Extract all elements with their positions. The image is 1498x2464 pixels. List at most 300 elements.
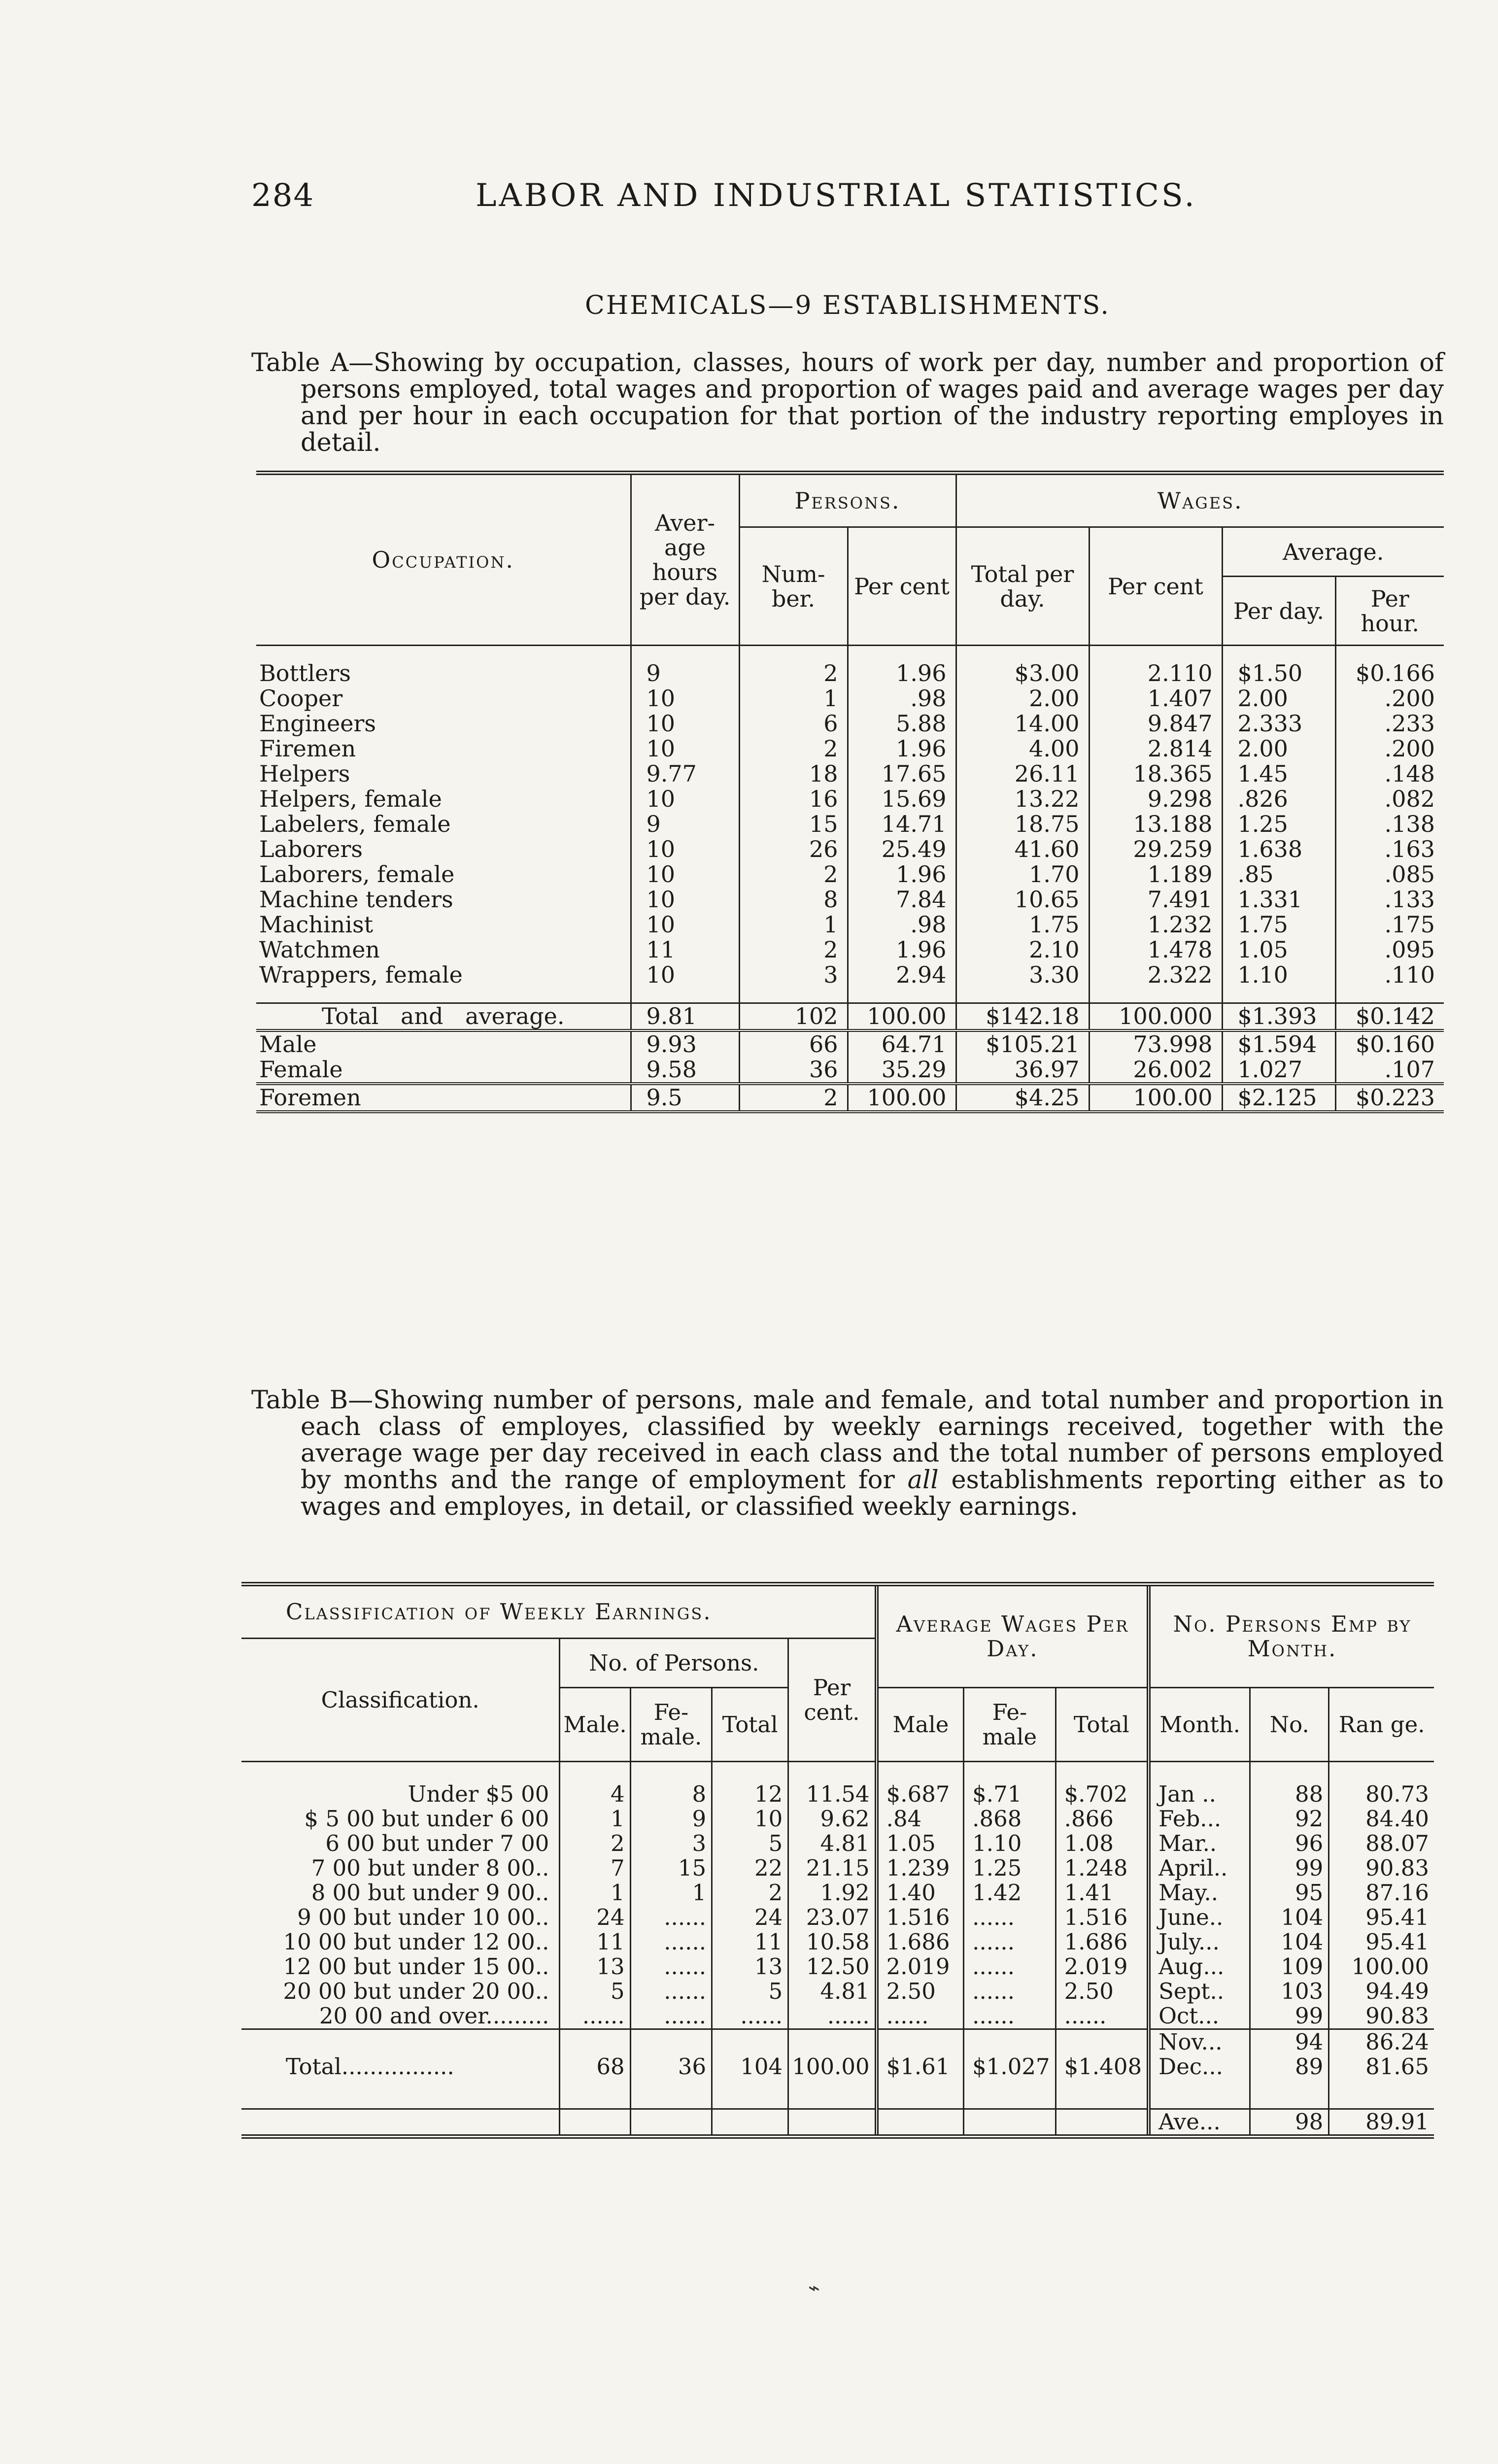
male-cell: 68 xyxy=(560,2054,630,2079)
per-hour-cell: .148 xyxy=(1335,761,1444,787)
per-day-cell: $1.594 xyxy=(1222,1030,1335,1057)
classification-cell: 6 00 but under 7 00 xyxy=(325,1830,549,1856)
range-cell: 95.41 xyxy=(1329,1930,1434,1954)
table-row xyxy=(241,1782,1434,1807)
total-cell: 10.65 xyxy=(956,887,1089,912)
per-hour-cell: .138 xyxy=(1335,812,1444,837)
percent-cell: 25.49 xyxy=(848,837,956,862)
percent-cell: 1.96 xyxy=(848,736,956,761)
wage-percent-cell: 7.491 xyxy=(1089,887,1222,912)
per-hour-cell: .175 xyxy=(1335,912,1444,937)
table-b xyxy=(241,1582,1434,2139)
per-day-cell: 1.05 xyxy=(1222,937,1335,962)
hours-cell: 9 xyxy=(631,812,739,837)
classification-cell xyxy=(241,2029,560,2055)
per-hour-cell: .107 xyxy=(1335,1057,1444,1084)
percent-cell: 1.96 xyxy=(848,661,956,686)
avg-female-cell: .868 xyxy=(964,1807,1055,1831)
persons-percent-header: Per cent xyxy=(848,527,956,646)
stray-ink-mark: ⌁ xyxy=(808,2277,820,2299)
per-day-cell: 1.45 xyxy=(1222,761,1335,787)
avg-total-cell: $.702 xyxy=(1055,1782,1149,1807)
classification-group-header: Classification of Weekly Earnings. xyxy=(286,1599,712,1625)
female-cell: 9 xyxy=(630,1807,712,1831)
hours-cell: 10 xyxy=(631,787,739,812)
total-cell: 3.30 xyxy=(956,962,1089,988)
total-cell: 2.10 xyxy=(956,937,1089,962)
male-cell: ...... xyxy=(560,2004,630,2029)
per-hour-cell: .200 xyxy=(1335,736,1444,761)
avg-female-cell: ...... xyxy=(964,1905,1055,1930)
percent-cell: 2.94 xyxy=(848,962,956,988)
wage-percent-cell: 9.847 xyxy=(1089,711,1222,736)
per-day-cell: $1.393 xyxy=(1222,1003,1335,1031)
table-a xyxy=(256,471,1444,1113)
occupation-cell: Firemen xyxy=(259,735,356,762)
avg-male-cell: .84 xyxy=(877,1807,964,1831)
per-hour-cell: .233 xyxy=(1335,711,1444,736)
female-cell: 1 xyxy=(630,1881,712,1905)
avg-male-cell xyxy=(877,2109,964,2136)
no-cell: 99 xyxy=(1250,1856,1329,1881)
occupation-cell: Engineers xyxy=(259,710,376,737)
per-hour-cell: $0.223 xyxy=(1335,1084,1444,1112)
no-cell: 104 xyxy=(1250,1905,1329,1930)
table-row xyxy=(241,1979,1434,2004)
number-cell: 2 xyxy=(739,862,848,887)
per-hour-header: Per hour. xyxy=(1335,577,1444,646)
number-cell: 3 xyxy=(739,962,848,988)
table-row xyxy=(241,1905,1434,1930)
per-day-cell: 1.25 xyxy=(1222,812,1335,837)
month-cell: Dec... xyxy=(1149,2054,1250,2079)
occupation-cell: Female xyxy=(259,1056,343,1083)
no-cell: 109 xyxy=(1250,1954,1329,1979)
occupation-cell: Labelers, female xyxy=(259,811,451,837)
persons-month-group-header: No. Persons Emp by Month. xyxy=(1149,1584,1434,1688)
percent-cell xyxy=(788,2109,877,2136)
total-cell: 13 xyxy=(712,1954,788,1979)
avg-male-cell: 1.40 xyxy=(877,1881,964,1905)
no-cell: 103 xyxy=(1250,1979,1329,2004)
avg-female-cell: ...... xyxy=(964,1954,1055,1979)
total-cell: 2 xyxy=(712,1881,788,1905)
classification-cell: 8 00 but under 9 00.. xyxy=(311,1880,549,1906)
wages-percent-header: Per cent xyxy=(1089,527,1222,646)
table-row xyxy=(256,812,1444,837)
female-cell: 8 xyxy=(630,1782,712,1807)
table-row xyxy=(256,711,1444,736)
per-day-cell: $2.125 xyxy=(1222,1084,1335,1112)
number-cell: 18 xyxy=(739,761,848,787)
number-cell: 36 xyxy=(739,1057,848,1084)
avg-male-cell: $1.61 xyxy=(877,2054,964,2079)
section-title: CHEMICALS—9 ESTABLISHMENTS. xyxy=(585,291,1110,320)
no-cell: 92 xyxy=(1250,1807,1329,1831)
per-hour-cell: .110 xyxy=(1335,962,1444,988)
running-title: LABOR AND INDUSTRIAL STATISTICS. xyxy=(476,177,1197,214)
total-per-day-header: Total per day. xyxy=(956,527,1089,646)
hours-cell: 9.58 xyxy=(631,1057,739,1084)
avg-female-cell: 1.25 xyxy=(964,1856,1055,1881)
percent-cell: 1.96 xyxy=(848,862,956,887)
male-cell xyxy=(560,2029,630,2055)
wage-percent-cell: 18.365 xyxy=(1089,761,1222,787)
percent-cell: 1.92 xyxy=(788,1881,877,1905)
avg-male-cell: ...... xyxy=(877,2004,964,2029)
hours-cell: 9.81 xyxy=(631,1003,739,1031)
month-cell: Oct... xyxy=(1149,2004,1250,2029)
avg-total-cell: 2.50 xyxy=(1055,1979,1149,2004)
range-cell: 90.83 xyxy=(1329,1856,1434,1881)
avg-female-cell: $.71 xyxy=(964,1782,1055,1807)
classification-cell: $ 5 00 but under 6 00 xyxy=(304,1806,549,1832)
hours-cell: 10 xyxy=(631,711,739,736)
classification-cell: 7 00 but under 8 00.. xyxy=(311,1855,549,1881)
occupation-cell: Laborers, female xyxy=(259,861,455,888)
no-header: No. xyxy=(1250,1688,1329,1762)
month-cell: May.. xyxy=(1149,1881,1250,1905)
male-cell: 2 xyxy=(560,1831,630,1856)
no-of-persons-header: No. of Persons. xyxy=(560,1639,788,1688)
total-cell: 4.00 xyxy=(956,736,1089,761)
number-cell: 2 xyxy=(739,661,848,686)
percent-cell: 12.50 xyxy=(788,1954,877,1979)
total-cell: $142.18 xyxy=(956,1003,1089,1031)
per-day-cell: 1.75 xyxy=(1222,912,1335,937)
total-cell: 36.97 xyxy=(956,1057,1089,1084)
avg-total-cell: $1.408 xyxy=(1055,2054,1149,2079)
percent-cell: 5.88 xyxy=(848,711,956,736)
month-cell: April.. xyxy=(1149,1856,1250,1881)
percent-cell: .98 xyxy=(848,686,956,711)
percent-cell: 17.65 xyxy=(848,761,956,787)
wage-percent-cell: 26.002 xyxy=(1089,1057,1222,1084)
wage-percent-cell: 1.478 xyxy=(1089,937,1222,962)
total-cell: 41.60 xyxy=(956,837,1089,862)
total-cell: 10 xyxy=(712,1807,788,1831)
hours-cell: 10 xyxy=(631,962,739,988)
classification-cell: Total................ xyxy=(286,2053,454,2080)
female-cell xyxy=(630,2109,712,2136)
per-day-cell: 2.00 xyxy=(1222,686,1335,711)
no-cell: 96 xyxy=(1250,1831,1329,1856)
male-header: Male. xyxy=(560,1688,630,1762)
number-header: Num- ber. xyxy=(739,527,848,646)
total-cell: $3.00 xyxy=(956,661,1089,686)
avg-male-cell: 1.686 xyxy=(877,1930,964,1954)
wage-percent-cell: 29.259 xyxy=(1089,837,1222,862)
number-cell: 1 xyxy=(739,686,848,711)
table-row xyxy=(256,761,1444,787)
male-cell: 1 xyxy=(560,1881,630,1905)
total-cell: 5 xyxy=(712,1979,788,2004)
wage-percent-cell: 1.189 xyxy=(1089,862,1222,887)
hours-cell: 10 xyxy=(631,837,739,862)
female-cell: 3 xyxy=(630,1831,712,1856)
avg-female-cell: ...... xyxy=(964,1979,1055,2004)
classification-cell: 20 00 but under 20 00.. xyxy=(283,1978,549,2004)
occupation-cell: Foremen xyxy=(256,1084,631,1112)
hours-cell: 10 xyxy=(631,912,739,937)
classification-cell xyxy=(241,2109,560,2136)
avg-total-cell: 1.08 xyxy=(1055,1831,1149,1856)
range-cell: 87.16 xyxy=(1329,1881,1434,1905)
per-hour-cell: $0.166 xyxy=(1335,661,1444,686)
total-cell: 1.70 xyxy=(956,862,1089,887)
total-cell: $105.21 xyxy=(956,1030,1089,1057)
table-a-gap xyxy=(256,646,1444,661)
percent-cell: 64.71 xyxy=(848,1030,956,1057)
total-cell xyxy=(712,2029,788,2055)
table-row xyxy=(241,1807,1434,1831)
table-row xyxy=(256,962,1444,988)
per-day-cell: 1.331 xyxy=(1222,887,1335,912)
table-row xyxy=(256,661,1444,686)
total-cell: 26.11 xyxy=(956,761,1089,787)
total-cell xyxy=(712,2109,788,2136)
no-cell: 88 xyxy=(1250,1782,1329,1807)
occupation-cell: Male xyxy=(256,1030,631,1057)
male-cell: 13 xyxy=(560,1954,630,1979)
sex-row xyxy=(256,1030,1444,1057)
classification-cell: 12 00 but under 15 00.. xyxy=(283,1953,549,1980)
total-row xyxy=(241,2054,1434,2079)
avg-total-cell: .866 xyxy=(1055,1807,1149,1831)
female-header: Fe- male. xyxy=(630,1688,712,1762)
female-cell: ...... xyxy=(630,2004,712,2029)
female-cell: ...... xyxy=(630,1979,712,2004)
occupation-cell: Helpers, female xyxy=(259,786,442,812)
per-hour-cell: $0.160 xyxy=(1335,1030,1444,1057)
range-cell: 80.73 xyxy=(1329,1782,1434,1807)
total-cell: 24 xyxy=(712,1905,788,1930)
number-cell: 2 xyxy=(739,937,848,962)
per-hour-cell: .200 xyxy=(1335,686,1444,711)
occupation-cell: Machine tenders xyxy=(259,886,453,913)
hours-cell: 9.5 xyxy=(631,1084,739,1112)
number-cell: 66 xyxy=(739,1030,848,1057)
number-cell: 2 xyxy=(739,736,848,761)
classification-cell: 9 00 but under 10 00.. xyxy=(297,1904,549,1930)
month-cell: Jan .. xyxy=(1149,1782,1250,1807)
average-header: Average. xyxy=(1222,527,1444,577)
male-cell: 11 xyxy=(560,1930,630,1954)
no-cell: 95 xyxy=(1250,1881,1329,1905)
table-b-gap xyxy=(241,2079,1434,2109)
month-cell: Feb... xyxy=(1149,1807,1250,1831)
total-cell: 11 xyxy=(712,1930,788,1954)
percent-cell: 35.29 xyxy=(848,1057,956,1084)
month-cell: Ave... xyxy=(1149,2109,1250,2136)
percent-cell: 4.81 xyxy=(788,1979,877,2004)
occupation-cell: Cooper xyxy=(259,685,343,712)
wage-percent-cell: 1.232 xyxy=(1089,912,1222,937)
occupation-cell: Laborers xyxy=(259,836,363,862)
avg-female-cell xyxy=(964,2109,1055,2136)
percent-cell: 11.54 xyxy=(788,1782,877,1807)
month-cell: Sept.. xyxy=(1149,1979,1250,2004)
range-cell: 90.83 xyxy=(1329,2004,1434,2029)
total-cell: ...... xyxy=(712,2004,788,2029)
avg-total-cell xyxy=(1055,2029,1149,2055)
wage-percent-cell: 9.298 xyxy=(1089,787,1222,812)
total-header: Total xyxy=(712,1688,788,1762)
per-hour-cell: $0.142 xyxy=(1335,1003,1444,1031)
table-a-caption-text: Table A—Showing by occupation, classes, hours of work per day, number and proportion of persons employed, total wages and proportion of wages paid and average wages per day and per hour in each occupation for that portion of the industry reporting employes in detail. xyxy=(251,348,1444,457)
table-a-caption xyxy=(251,350,1444,456)
avg-female-header: Fe- male xyxy=(964,1688,1055,1762)
table-row xyxy=(241,1954,1434,1979)
page-number: 284 xyxy=(251,177,315,214)
classification-cell: 20 00 and over......... xyxy=(319,2003,549,2029)
percent-cell: 100.00 xyxy=(848,1084,956,1112)
female-cell xyxy=(630,2029,712,2055)
avg-male-cell: 2.019 xyxy=(877,1954,964,1979)
male-cell: 24 xyxy=(560,1905,630,1930)
no-cell: 99 xyxy=(1250,2004,1329,2029)
wage-percent-cell: 2.110 xyxy=(1089,661,1222,686)
month-cell: Nov... xyxy=(1149,2029,1250,2055)
total-cell: 104 xyxy=(712,2054,788,2079)
percent-cell: 7.84 xyxy=(848,887,956,912)
no-cell: 98 xyxy=(1250,2109,1329,2136)
avg-male-cell: $.687 xyxy=(877,1782,964,1807)
percent-cell: 4.81 xyxy=(788,1831,877,1856)
male-cell: 1 xyxy=(560,1807,630,1831)
per-day-cell: 2.333 xyxy=(1222,711,1335,736)
avg-total-cell: 1.516 xyxy=(1055,1905,1149,1930)
wage-percent-cell: 73.998 xyxy=(1089,1030,1222,1057)
male-cell: 5 xyxy=(560,1979,630,2004)
percent-cell: 10.58 xyxy=(788,1930,877,1954)
number-cell: 15 xyxy=(739,812,848,837)
sex-row xyxy=(256,1057,1444,1084)
percent-cell: ...... xyxy=(788,2004,877,2029)
table-b-gap xyxy=(241,1762,1434,1782)
month-cell: June.. xyxy=(1149,1905,1250,1930)
range-cell: 89.91 xyxy=(1329,2109,1434,2136)
occupation-cell: Bottlers xyxy=(259,660,351,686)
per-day-cell: .826 xyxy=(1222,787,1335,812)
classification-header: Classification. xyxy=(241,1639,560,1762)
avg-male-cell: 1.239 xyxy=(877,1856,964,1881)
male-cell: 7 xyxy=(560,1856,630,1881)
classification-cell: Under $5 00 xyxy=(408,1781,549,1807)
no-cell: 89 xyxy=(1250,2054,1329,2079)
avg-male-header: Male xyxy=(877,1688,964,1762)
avg-male-cell: 1.516 xyxy=(877,1905,964,1930)
table-row xyxy=(256,837,1444,862)
percent-cell: 23.07 xyxy=(788,1905,877,1930)
avg-male-cell: 1.05 xyxy=(877,1831,964,1856)
avg-total-cell: 1.686 xyxy=(1055,1930,1149,1954)
male-cell: 4 xyxy=(560,1782,630,1807)
table-row xyxy=(256,736,1444,761)
table-row xyxy=(241,1881,1434,1905)
range-cell: 94.49 xyxy=(1329,1979,1434,2004)
per-hour-cell: .082 xyxy=(1335,787,1444,812)
percent-cell xyxy=(788,2029,877,2055)
table-row xyxy=(256,686,1444,711)
hours-cell: 10 xyxy=(631,686,739,711)
total-cell: 5 xyxy=(712,1831,788,1856)
range-cell: 84.40 xyxy=(1329,1807,1434,1831)
month-header: Month. xyxy=(1149,1688,1250,1762)
total-cell: $4.25 xyxy=(956,1084,1089,1112)
table-b-caption xyxy=(251,1387,1444,1520)
avg-female-cell: ...... xyxy=(964,2004,1055,2029)
classification-cell: 10 00 but under 12 00.. xyxy=(283,1929,549,1955)
avg-hours-header: Aver- age hours per day. xyxy=(631,473,739,646)
wages-header: Wages. xyxy=(956,473,1444,527)
avg-female-cell xyxy=(964,2029,1055,2055)
female-cell: ...... xyxy=(630,1905,712,1930)
month-cell: Aug... xyxy=(1149,1954,1250,1979)
per-day-cell: .85 xyxy=(1222,862,1335,887)
total-cell: 12 xyxy=(712,1782,788,1807)
hours-cell: 9 xyxy=(631,661,739,686)
per-day-cell: $1.50 xyxy=(1222,661,1335,686)
range-cell: 86.24 xyxy=(1329,2029,1434,2055)
percent-cell: 1.96 xyxy=(848,937,956,962)
month-cell: July... xyxy=(1149,1930,1250,1954)
foremen-row xyxy=(256,1084,1444,1112)
occupation-cell: Machinist xyxy=(259,911,374,938)
hours-cell: 9.93 xyxy=(631,1030,739,1057)
avg-total-cell: 2.019 xyxy=(1055,1954,1149,1979)
male-cell xyxy=(560,2109,630,2136)
total-cell: 13.22 xyxy=(956,787,1089,812)
hours-cell: 9.77 xyxy=(631,761,739,787)
percent-cell: 14.71 xyxy=(848,812,956,837)
caption-italic-all: all xyxy=(907,1466,939,1495)
avg-female-cell: 1.10 xyxy=(964,1831,1055,1856)
table-row xyxy=(256,937,1444,962)
total-cell: 14.00 xyxy=(956,711,1089,736)
percent-cell: 9.62 xyxy=(788,1807,877,1831)
average-row xyxy=(241,2109,1434,2136)
number-cell: 2 xyxy=(739,1084,848,1112)
table-row xyxy=(256,787,1444,812)
range-cell: 81.65 xyxy=(1329,2054,1434,2079)
percent-cell: 21.15 xyxy=(788,1856,877,1881)
avg-total-cell: ...... xyxy=(1055,2004,1149,2029)
avg-female-cell: 1.42 xyxy=(964,1881,1055,1905)
table-row xyxy=(241,2004,1434,2029)
persons-header: Persons. xyxy=(739,473,956,527)
female-cell: 15 xyxy=(630,1856,712,1881)
table-row xyxy=(241,1930,1434,1954)
occupation-cell: Total and average. xyxy=(256,1003,631,1031)
total-cell: 2.00 xyxy=(956,686,1089,711)
range-cell: 100.00 xyxy=(1329,1954,1434,1979)
per-hour-cell: .133 xyxy=(1335,887,1444,912)
female-cell: 36 xyxy=(630,2054,712,2079)
percent-header: Per cent. xyxy=(788,1639,877,1762)
no-cell: 94 xyxy=(1250,2029,1329,2055)
hours-cell: 10 xyxy=(631,862,739,887)
female-cell: ...... xyxy=(630,1930,712,1954)
per-day-cell: 2.00 xyxy=(1222,736,1335,761)
per-day-header: Per day. xyxy=(1222,577,1335,646)
occupation-header: Occupation. xyxy=(372,547,514,573)
percent-cell: .98 xyxy=(848,912,956,937)
range-cell: 88.07 xyxy=(1329,1831,1434,1856)
wage-percent-cell: 13.188 xyxy=(1089,812,1222,837)
per-hour-cell: .095 xyxy=(1335,937,1444,962)
number-cell: 26 xyxy=(739,837,848,862)
